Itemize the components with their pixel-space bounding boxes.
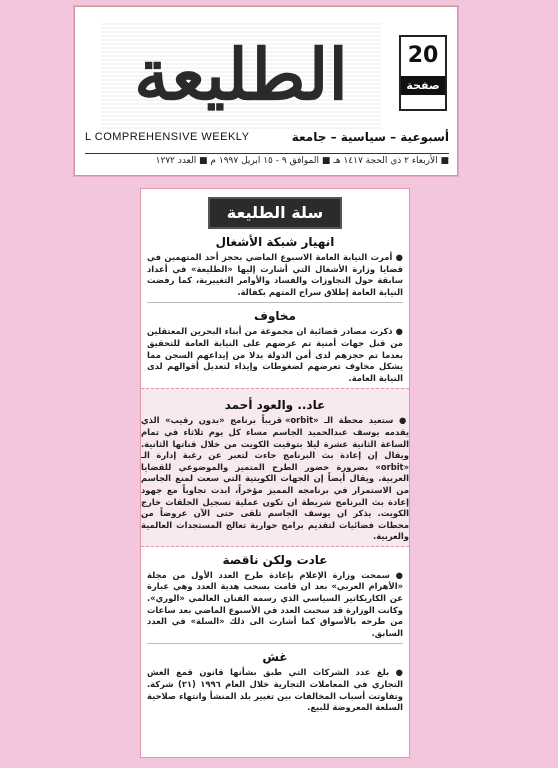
divider — [147, 643, 403, 644]
dateline: ■ الأربعاء ٢ ذي الحجة ١٤١٧ هـ ■ الموافق ٩ - ١٥ ابريل ١٩٩٧ م ■ العدد ١٢٧٢ — [85, 153, 449, 170]
news-item-title: انهيار شبكة الأشغال — [215, 235, 335, 249]
newspaper-logo: الطليعة — [101, 21, 381, 129]
news-item — [141, 388, 409, 547]
column-title: سلة الطليعة — [208, 197, 342, 229]
news-item — [141, 553, 409, 640]
news-item-body: ● بلغ عدد الشركات التي طبق بشأنها قانون قمع الغش التجاري في المعاملات التجارية خلال العام ١٩٩٦ (٢١) شركة. وتفاوتت أسباب المخالفات بين تغيير بلد المنشأ وانتهاء صلاحية السلعة المعروضة للبيع. — [147, 667, 404, 713]
news-item-title: مخاوف — [254, 309, 296, 324]
news-item — [141, 235, 409, 298]
news-item-body: ● أمرت النيابة العامة الاسبوع الماضي بحجز أحد المتهمين في قضايا وزارة الأشغال التي أشارت إليها «الطليعة» في أعداد سابقة حول التجاوزات والفساد والأوامر التغييرية، كما رفضت النيابة العامة إطلاق سراح المتهم بكفالة. — [147, 252, 403, 297]
divider — [147, 302, 403, 303]
newspaper-masthead — [74, 6, 458, 176]
tagline-row — [85, 129, 449, 145]
page-label: صفحة — [401, 76, 445, 95]
page-number: 20 — [407, 43, 439, 68]
news-item-body: ● ذكرت مصادر قضائية ان مجموعة من أبناء البحرين المعتقلين من قبل جهات أمنية تم عرضهم على النيابة العامة للتحقيق بعدما تم حجزهم لدى أمن الدولة بدلا من إيداعهم السجن مما يشكل مخاوف تعرضهم لضغوطات وإيذاء لتعديل أقوالهم لدى النيابة العامة. — [147, 326, 403, 383]
news-item — [141, 650, 409, 713]
page-number-box — [399, 35, 447, 111]
news-item-title: عادت ولكن ناقصة — [222, 552, 328, 567]
tagline-english: L COMPREHENSIVE WEEKLY — [85, 131, 250, 143]
news-item — [141, 309, 409, 384]
news-item-title: عاد.. والعود أحمد — [224, 398, 326, 413]
news-column — [140, 188, 410, 758]
tagline-arabic: أسبوعية – سياسية – جامعة — [291, 130, 449, 144]
news-item-body: ● ستعيد محطة الـ «orbit» قريباً برنامج «بدون رقيب» الذي يقدمه يوسف عبدالحميد الجاسم مساء كل يوم ثلاثاء في تمام الساعة الثانية عشرة ليلا بتوقيت الكويت من خلال قناتها الثانية. ويقال إن إعادة بث البرنامج جاءت لتعبر عن رغبة إدارة الـ «orbit» بضرورة حضور الطرح المتميز والموضوعي للقضايا العربية. ويقال أيضاً إن الجهات الكويتية التي سعت لمنع الجاسم من الاستمرار في برنامجه المميز مؤخراً، ابدت تجاوباً مع جهود إعادة بث البرنامج شريطة ان تكون عملية تسجيل الحلقات خارج الكويت. يذكر ان يوسف الجاسم تلقى حتى الآن عروضاً من محطات فضائيات لتقديم برامج حوارية تعالج المستجدات العالمية والعربية. — [141, 415, 410, 542]
news-item-body: ● سمحت وزارة الإعلام بإعادة طرح العدد الأول من مجلة «الأهرام العربي» بعد ان قامت بسحب هدية العدد وهي عبارة عن الكاريكاتير السياسي الذي رسمه الفنان العالمي «الوري». وكانت الوزارة قد سحبت العدد في الأسبوع الماضي بعد ساعات من طرحه بالأسواق كما أشارت الى ذلك «السلة» في العدد السابق. — [147, 569, 403, 638]
news-item-title: غش — [262, 650, 288, 665]
